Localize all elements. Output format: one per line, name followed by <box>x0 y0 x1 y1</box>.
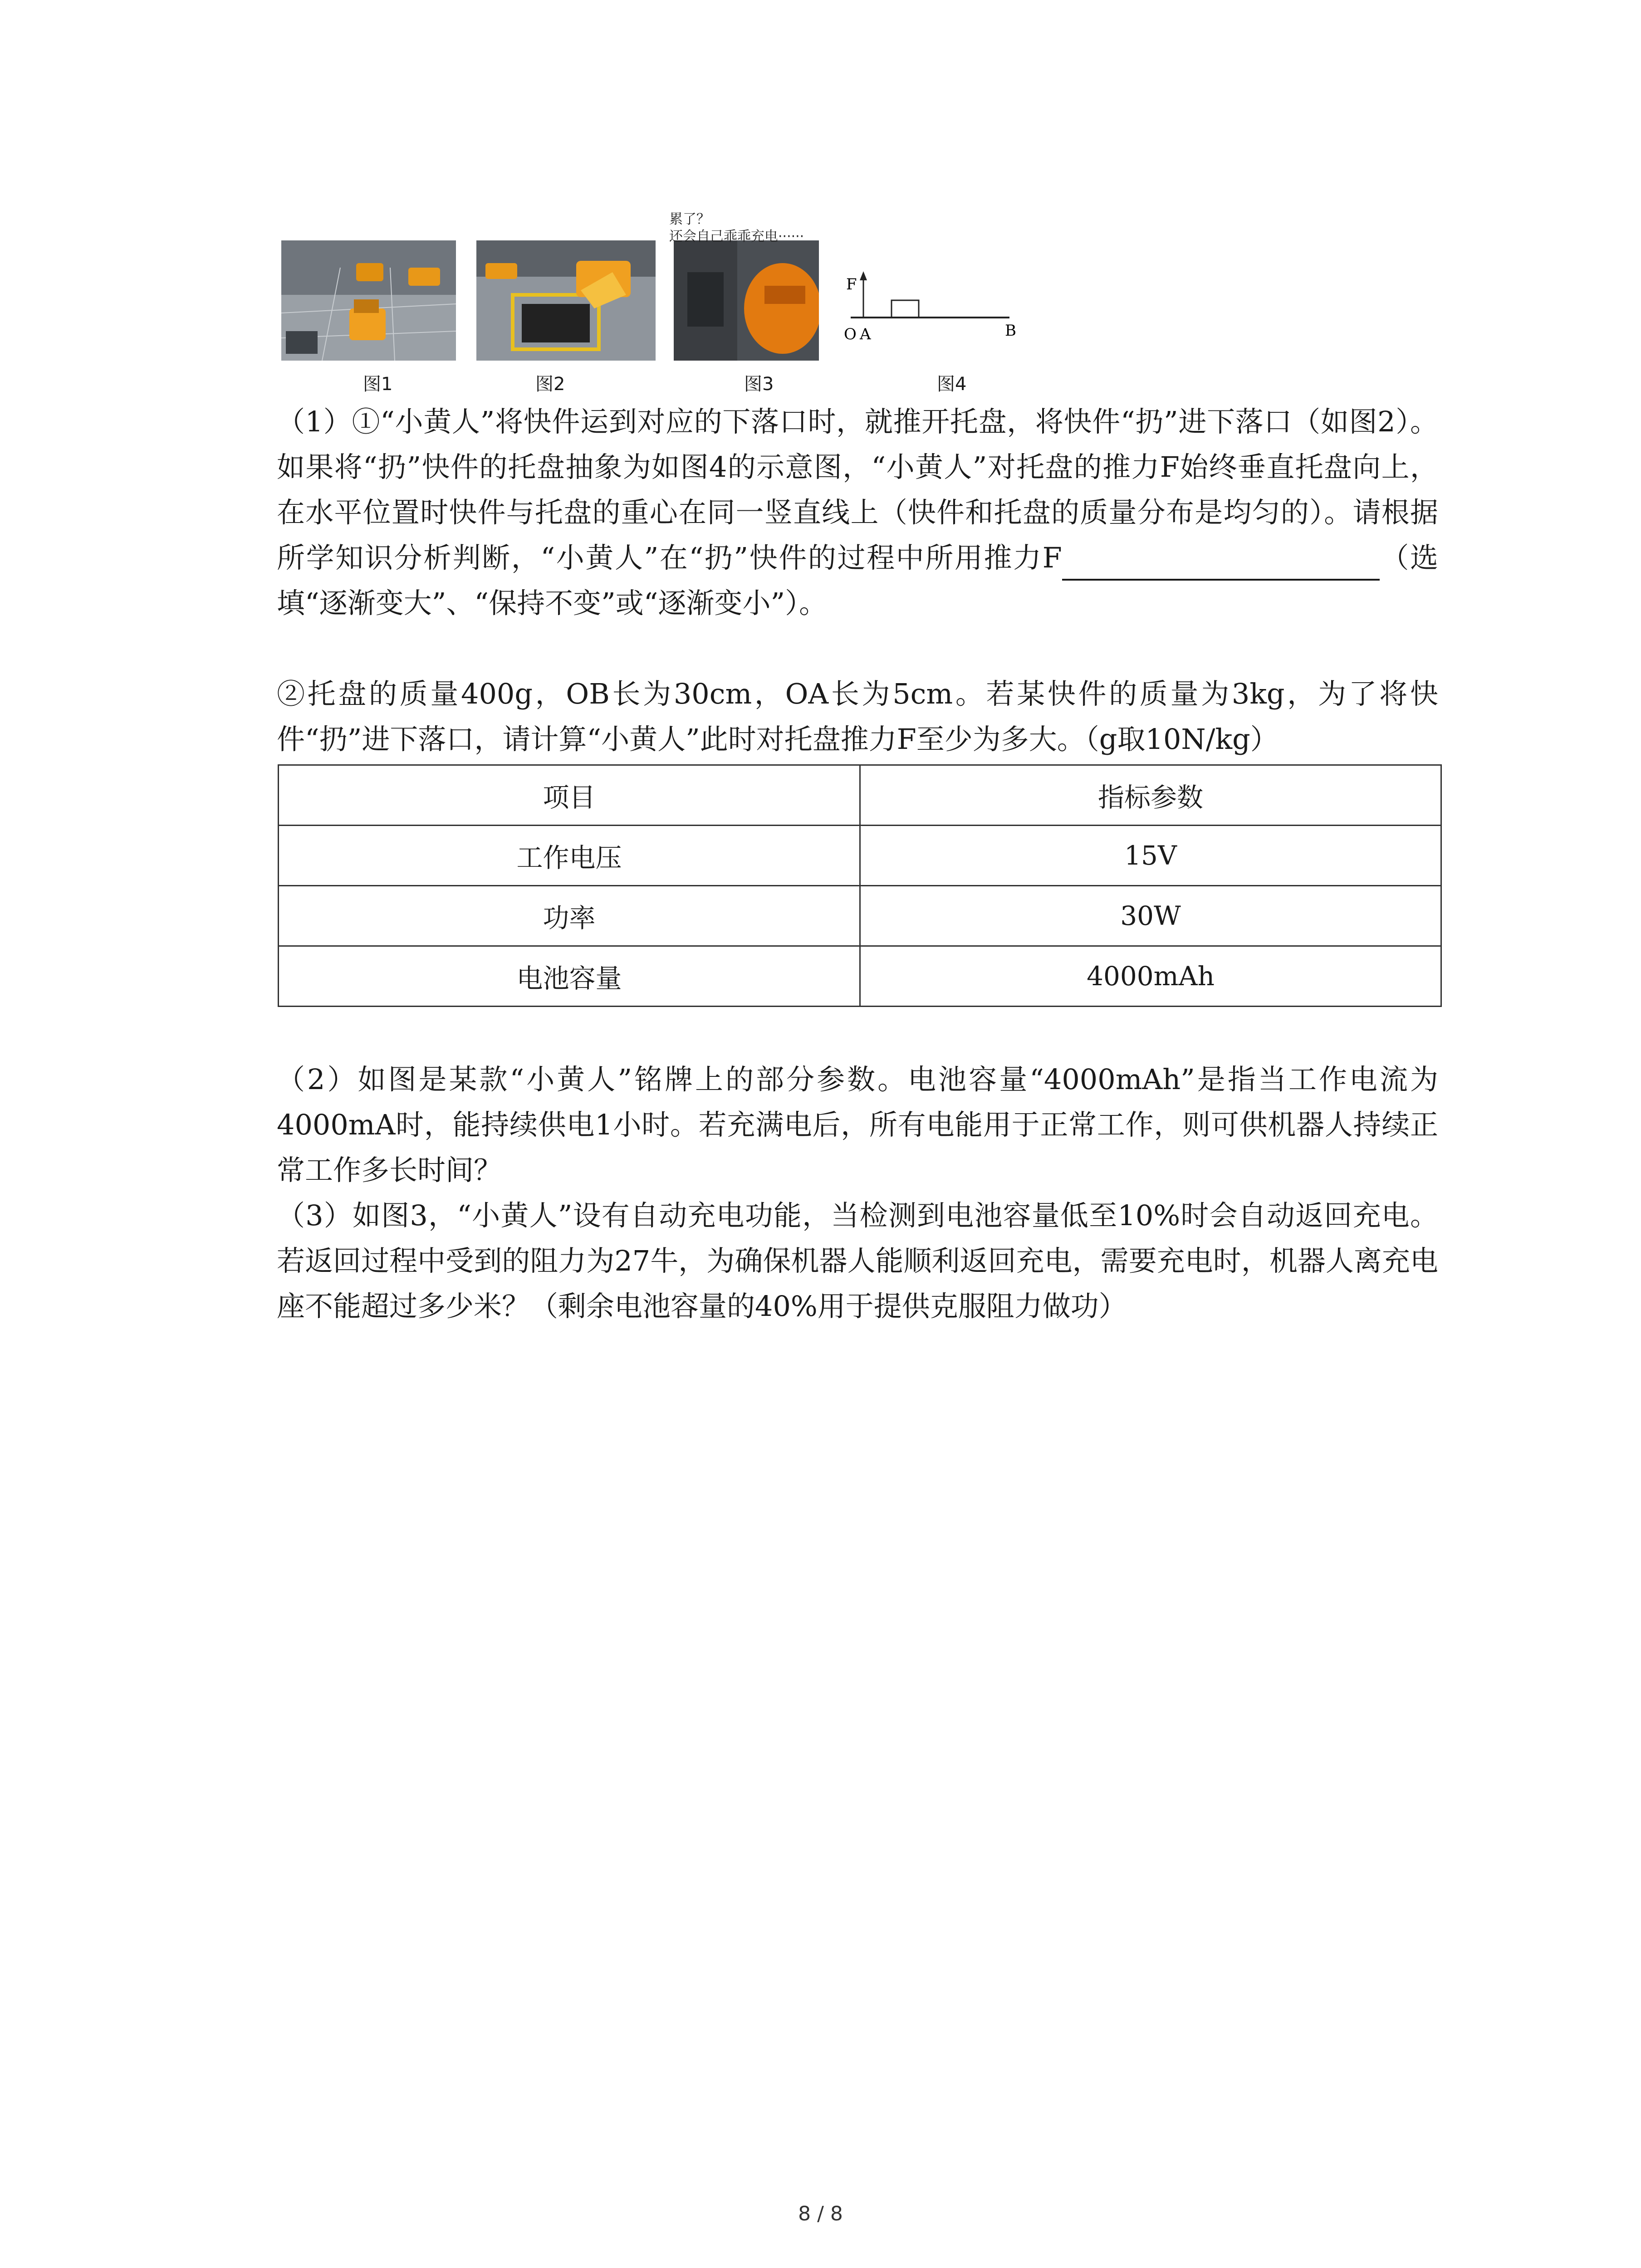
table-cell: 工作电压 <box>279 826 860 886</box>
question-1-part-2: ②托盘的质量400g，OB长为30cm，OA长为5cm。若某快件的质量为3kg，为了将快件“扔”进下落口，请计算“小黄人”此时对托盘推力F至少为多大。（g取10N/kg） <box>277 677 1438 756</box>
table-row <box>279 886 1441 946</box>
table-cell: 30W <box>860 886 1441 946</box>
table-row <box>279 946 1441 1007</box>
q1-text-after-blank: （选填“逐渐变大”、“保持不变”或“逐渐变小”）。 <box>277 541 1438 620</box>
figure-1-photo <box>281 240 456 361</box>
label-O: O <box>844 325 857 343</box>
figure-strip <box>281 213 1053 404</box>
lever-diagram <box>842 268 1032 345</box>
speech-bubble <box>669 211 804 245</box>
label-A: A <box>860 325 871 343</box>
spec-table <box>278 764 1442 1007</box>
question-1-part-1 <box>277 399 1438 626</box>
table-header-cell: 项目 <box>279 765 860 826</box>
question-2: （2）如图是某款“小黄人”铭牌上的部分参数。电池容量“4000mAh”是指当工作电流为4000mA时，能持续供电1小时。若充满电后，所有电能用于正常工作，则可供机器人持续正常工作多长时间？ <box>277 1063 1438 1187</box>
bubble-line-2: 还会自己乖乖充电······ <box>669 229 804 244</box>
page-number: 8 / 8 <box>798 2202 843 2225</box>
label-F: F <box>846 275 857 293</box>
q1-text-before-blank: （1）①“小黄人”将快件运到对应的下落口时，就推开托盘，将快件“扔”进下落口（如图2）。如果将“扔”快件的托盘抽象为如图4的示意图，“小黄人”对托盘的推力F始终垂直托盘向上，在水平位置时快件与托盘的重心在同一竖直线上（快件和托盘的质量分布是均匀的）。请根据所学知识分析判断，“小黄人”在“扔”快件的过程中所用推力F <box>277 405 1438 574</box>
table-row <box>279 826 1441 886</box>
table-cell: 功率 <box>279 886 860 946</box>
table-cell: 4000mAh <box>860 946 1441 1007</box>
caption-figure-3: 图3 <box>744 374 774 395</box>
caption-figure-2: 图2 <box>535 374 565 395</box>
table-cell: 电池容量 <box>279 946 860 1007</box>
drop-hole-image <box>476 240 656 361</box>
table-header-cell: 指标参数 <box>860 765 1441 826</box>
table-header-row <box>279 765 1441 826</box>
table-cell: 15V <box>860 826 1441 886</box>
answer-blank[interactable] <box>1062 552 1380 581</box>
bubble-line-1: 累了？ <box>669 211 710 227</box>
caption-figure-4: 图4 <box>937 374 967 395</box>
figure-2-photo <box>476 240 656 361</box>
label-B: B <box>1005 322 1016 340</box>
question-3: （3）如图3，“小黄人”设有自动充电功能，当检测到电池容量低至10%时会自动返回充电。若返回过程中受到的阻力为27牛，为确保机器人能顺利返回充电，需要充电时，机器人离充电座不能超过多少米？（剩余电池容量的40%用于提供克服阻力做功） <box>277 1199 1438 1323</box>
warehouse-robot-image <box>281 240 456 361</box>
caption-figure-1: 图1 <box>363 374 393 395</box>
charging-robot-image <box>674 240 819 361</box>
parcel-box <box>892 300 919 318</box>
force-arrow-head <box>860 271 867 280</box>
figure-3-photo <box>674 240 819 361</box>
